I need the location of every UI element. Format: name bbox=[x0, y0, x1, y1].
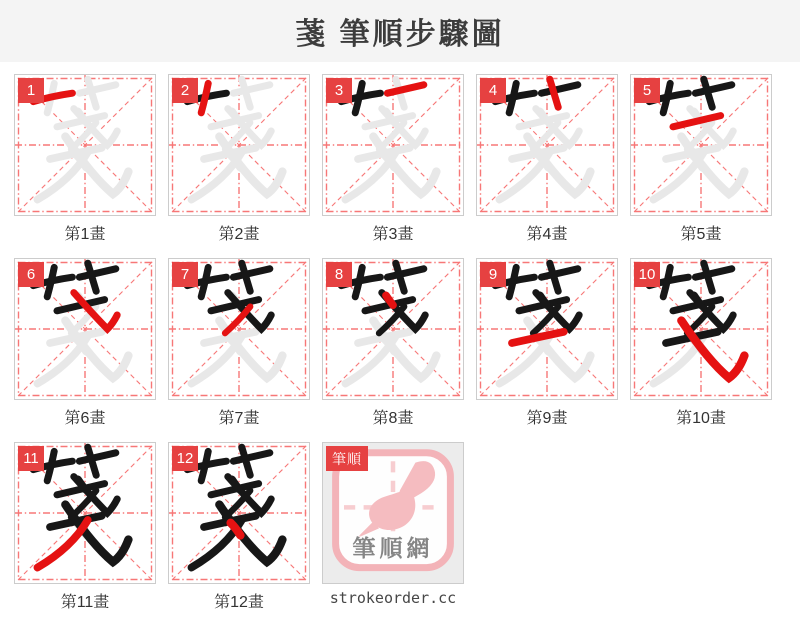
stroke-step-image bbox=[168, 442, 310, 584]
stroke-step-image bbox=[168, 74, 310, 216]
stroke-step-grid bbox=[0, 62, 800, 610]
stroke-step-cell bbox=[168, 442, 310, 610]
stroke-step-cell bbox=[14, 258, 156, 426]
step-number-badge: 4 bbox=[480, 78, 506, 103]
stroke-step-cell bbox=[476, 258, 618, 426]
stroke-step-cell bbox=[630, 258, 772, 426]
stroke-step-image bbox=[14, 74, 156, 216]
drawn-strokes bbox=[33, 263, 117, 329]
stroke-step-image bbox=[322, 74, 464, 216]
step-number-badge: 11 bbox=[18, 446, 44, 471]
drawn-strokes bbox=[187, 263, 271, 333]
step-number-badge: 1 bbox=[18, 78, 44, 103]
step-number-badge: 10 bbox=[634, 262, 660, 287]
stroke-step-cell bbox=[14, 442, 156, 610]
step-number-badge: 7 bbox=[172, 262, 198, 287]
stroke-step-cell bbox=[168, 74, 310, 242]
step-caption: 第9畫 bbox=[526, 410, 568, 427]
step-caption: 第5畫 bbox=[680, 226, 722, 243]
step-caption: 第10畫 bbox=[676, 410, 726, 427]
logo-caption: strokeorder.cc bbox=[329, 589, 457, 607]
page-header bbox=[0, 0, 800, 62]
logo-cell bbox=[322, 442, 464, 610]
stroke-step-cell bbox=[322, 74, 464, 242]
stroke-step-cell bbox=[168, 258, 310, 426]
step-caption: 第7畫 bbox=[218, 410, 260, 427]
page-title: 菚 筆順步驟圖 bbox=[295, 18, 505, 51]
stroke-step-image bbox=[322, 258, 464, 400]
stroke-step-cell bbox=[322, 258, 464, 426]
step-caption: 第8畫 bbox=[372, 410, 414, 427]
stroke-step-image bbox=[476, 258, 618, 400]
step-caption: 第4畫 bbox=[526, 226, 568, 243]
step-number-badge: 8 bbox=[326, 262, 352, 287]
drawn-strokes bbox=[33, 447, 128, 567]
stroke-step-image bbox=[14, 442, 156, 584]
stroke-step-cell bbox=[14, 74, 156, 242]
step-caption: 第1畫 bbox=[64, 226, 106, 243]
step-number-badge: 12 bbox=[172, 446, 198, 471]
stroke-step-cell bbox=[476, 74, 618, 242]
step-caption: 第11畫 bbox=[60, 594, 110, 611]
step-number-badge: 9 bbox=[480, 262, 506, 287]
stroke-step-cell bbox=[630, 74, 772, 242]
drawn-strokes bbox=[187, 447, 282, 567]
drawn-strokes bbox=[341, 263, 425, 333]
step-number-badge: 6 bbox=[18, 262, 44, 287]
step-caption: 第2畫 bbox=[218, 226, 260, 243]
step-number-badge: 5 bbox=[634, 78, 660, 103]
step-caption: 第3畫 bbox=[372, 226, 414, 243]
stroke-step-image bbox=[630, 258, 772, 400]
stroke-step-image bbox=[168, 258, 310, 400]
step-caption: 第6畫 bbox=[64, 410, 106, 427]
step-number-badge: 2 bbox=[172, 78, 198, 103]
logo-site-name: 筆順網 bbox=[352, 535, 434, 561]
stroke-step-image bbox=[476, 74, 618, 216]
brand-logo bbox=[322, 442, 464, 584]
stroke-step-image bbox=[14, 258, 156, 400]
drawn-strokes bbox=[495, 263, 579, 343]
drawn-strokes bbox=[649, 79, 732, 127]
logo-badge: 筆順 bbox=[326, 446, 368, 471]
drawn-strokes bbox=[649, 263, 744, 378]
step-caption: 第12畫 bbox=[214, 594, 264, 611]
stroke-step-image bbox=[630, 74, 772, 216]
step-number-badge: 3 bbox=[326, 78, 352, 103]
